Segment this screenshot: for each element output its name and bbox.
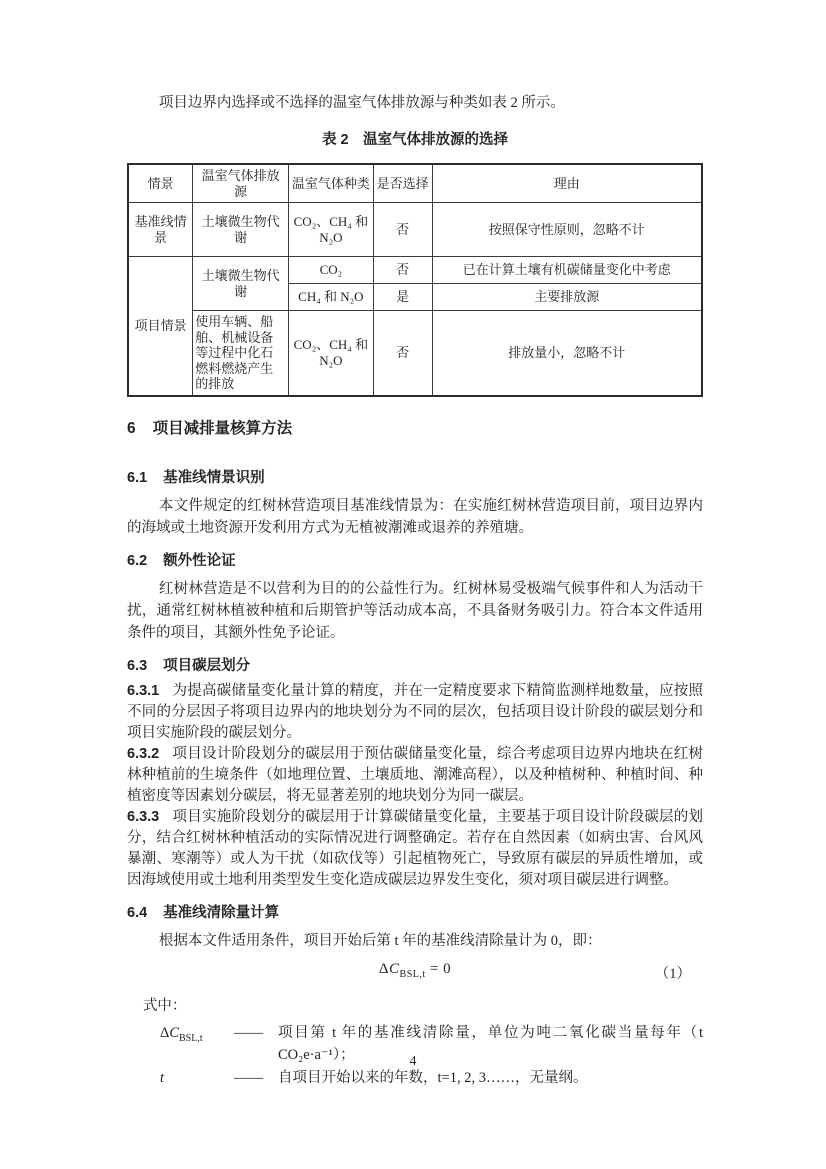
equation-subscript: BSL,t	[399, 968, 426, 980]
equation-delta: Δ	[378, 960, 390, 977]
clause-6-3-1-text: 为提高碳储量变化量计算的精度，并在一定精度要求下精简监测样地数量，应按照不同的分层因子将项目边界内的地块划分为不同的层次，包括项目设计阶段的碳层划分和项目实施阶段的碳层划分。	[127, 682, 703, 741]
clause-6-3-3-text: 项目实施阶段划分的碳层用于计算碳储量变化量，主要基于项目设计阶段碳层的划分，结合红树林种植活动的实际情况进行调整确定。若存在自然因素（如病虫害、台风风暴潮、寒潮等）或人为干扰（如砍伐等）引起植物死亡，导致原有碳层的异质性增加，或因海域使用或土地利用类型发生变化造成碳层边界发生变化，须对项目碳层进行调整。	[127, 808, 703, 888]
column-header-selected: 是否选择	[373, 164, 432, 203]
clause-6-3-3-number: 6.3.3	[127, 808, 160, 825]
cell-project-ch4-selected: 是	[373, 284, 432, 311]
definition-term	[160, 1067, 234, 1095]
section-6-title: 项目减排量核算方法	[152, 419, 293, 437]
term-symbol: C	[169, 1024, 179, 1041]
page-number: 4	[409, 1053, 417, 1068]
section-6-1-number: 6.1	[127, 469, 148, 486]
column-header-source: 温室气体排放源	[193, 164, 289, 203]
equation-1-row	[127, 961, 703, 987]
column-header-gas-type: 温室气体种类	[288, 164, 373, 203]
clause-6-3-3	[127, 807, 703, 891]
definition-dash: ——	[234, 1024, 263, 1041]
table-row	[128, 311, 702, 396]
cell-project-co2-gas: CO₂	[288, 257, 373, 284]
cell-project-scenario: 项目情景	[128, 257, 193, 396]
term-subscript: BSL,t	[179, 1032, 203, 1044]
section-6-2-number: 6.2	[127, 552, 148, 569]
cell-project-fuel-reason: 排放量小，忽略不计	[432, 311, 702, 396]
section-6-2-title: 额外性论证	[163, 552, 236, 569]
clause-6-3-2	[127, 744, 703, 807]
cell-project-co2-selected: 否	[373, 257, 432, 284]
cell-project-co2-reason: 已在计算土壤有机碳储量变化中考虑	[432, 257, 702, 284]
definition-description: 项目第 t 年的基准线清除量，单位为吨二氧化碳当量每年（t CO₂e·a⁻¹）；	[278, 1024, 703, 1063]
cell-baseline-reason: 按照保守性原则，忽略不计	[432, 203, 702, 257]
equation-symbol: C	[389, 960, 400, 977]
clause-6-3-1-number: 6.3.1	[127, 682, 160, 699]
section-6-4-heading	[127, 902, 703, 924]
ghg-source-selection-table	[127, 163, 703, 397]
definition-description: 自项目开始以来的年数，t=1, 2, 3……，无量纲。	[278, 1069, 588, 1086]
cell-baseline-source: 土壤微生物代谢	[193, 203, 289, 257]
section-6-1-title: 基准线情景识别	[163, 469, 265, 486]
section-6-1-paragraph: 本文件规定的红树林营造项目基准线情景为：在实施红树林营造项目前，项目边界内的海域或土地资源开发利用方式为无植被潮滩或退养的养殖塘。	[127, 497, 703, 536]
intro-paragraph: 项目边界内选择或不选择的温室气体排放源与种类如表 2 所示。	[158, 95, 565, 111]
where-label: 式中：	[142, 997, 187, 1014]
term-delta: Δ	[160, 1024, 170, 1041]
table-header-row	[128, 164, 702, 203]
definition-dash: ——	[234, 1069, 263, 1086]
section-6-4-paragraph: 根据本文件适用条件，项目开始后第 t 年的基准线清除量计为 0，即：	[158, 932, 602, 949]
term-symbol: t	[160, 1069, 165, 1086]
cell-project-ch4-reason: 主要排放源	[432, 284, 702, 311]
cell-project-fuel-gas: CO₂、CH₄ 和 N₂O	[288, 311, 373, 396]
clause-6-3-1	[127, 681, 703, 744]
equation-1-expression	[127, 961, 703, 980]
section-6-4-title: 基准线清除量计算	[163, 904, 280, 921]
table-2-title: 表 2 温室气体排放源的选择	[321, 132, 509, 148]
cell-project-soil-source: 土壤微生物代谢	[193, 257, 289, 311]
cell-project-fuel-source: 使用车辆、船舶、机械设备等过程中化石燃料燃烧产生的排放	[193, 311, 289, 396]
section-6-number: 6	[127, 419, 136, 437]
cell-baseline-selected: 否	[373, 203, 432, 257]
page-content	[127, 0, 703, 1094]
cell-project-ch4-gas: CH₄ 和 N₂O	[288, 284, 373, 311]
cell-baseline-gas: CO₂、CH₄ 和 N₂O	[288, 203, 373, 257]
section-6-1-heading	[127, 467, 703, 489]
section-6-4-number: 6.4	[127, 904, 148, 921]
clause-6-3-2-text: 项目设计阶段划分的碳层用于预估碳储量变化量，综合考虑项目边界内地块在红树林种植前的生境条件（如地理位置、土壤质地、潮滩高程），以及种植树种、种植时间、种植密度等因素划分碳层，将无显著差别的地块划分为同一碳层。	[127, 745, 703, 804]
column-header-scenario: 情景	[128, 164, 193, 203]
section-6-2-heading	[127, 550, 703, 572]
cell-baseline-scenario: 基准线情景	[128, 203, 193, 257]
section-6-3-number: 6.3	[127, 657, 148, 674]
column-header-reason: 理由	[432, 164, 702, 203]
section-6-2-paragraph: 红树林营造是不以营利为目的的公益性行为。红树林易受极端气候事件和人为活动干扰，通常红树林植被种植和后期管护等活动成本高，不具备财务吸引力。符合本文件适用条件的项目，其额外性免予论证。	[127, 580, 703, 641]
clause-6-3-2-number: 6.3.2	[127, 745, 160, 762]
equation-1-number: （1）	[654, 965, 691, 982]
cell-project-fuel-selected: 否	[373, 311, 432, 396]
equation-rhs: = 0	[425, 960, 452, 977]
section-6-heading	[127, 418, 703, 440]
table-row	[128, 257, 702, 284]
table-row	[128, 203, 702, 257]
section-6-3-title: 项目碳层划分	[163, 657, 251, 674]
section-6-3-heading	[127, 655, 703, 677]
definition-row-t	[127, 1067, 703, 1095]
